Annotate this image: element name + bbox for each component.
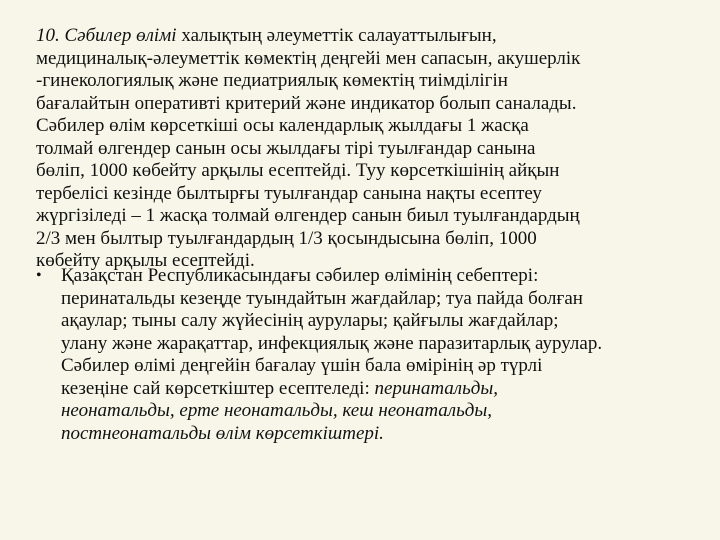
line-text: халықтың әлеуметтік салауаттылығын, [176,25,497,46]
text-line: бағалайтын оперативті критерий және индикатор болып саналады. [36,92,577,114]
text-line: ақаулар; тыны салу жүйесінің аурулары; қайғылы жағдайлар; [61,310,559,331]
text-line: көбейту арқылы есептейді. [36,250,255,271]
line-text: кезеңіне сай көрсеткіштер есептеледі: [61,377,375,399]
text-line: -гинекологиялық және педиатриялық көмектің тиімділігін [36,70,508,91]
text-line: бөліп, 1000 көбейту арқылы есептейді. Туу көрсеткішінің айқын [36,160,560,181]
bullet-icon: • [36,267,42,284]
text-line: Қазақстан Республикасындағы сәбилер өлімінің себептері: [61,265,539,286]
paragraph-infant-mortality-definition [36,25,706,273]
text-line: Сәбилер өлімі деңгейін бағалау үшін бала өмірінің әр түрлі [61,355,543,376]
text-line: тербелісі кезінде былтырғы туылғандар санына нақты есептеу [36,182,542,204]
italic-term: перинатальды, [374,377,498,399]
text-line: медициналық-әлеуметтік көмектің деңгейі мен сапасын, акушерлік [36,47,581,69]
italic-heading: 10. Сәбилер өлімі [36,25,177,46]
text-line [36,25,706,48]
italic-line: постнеонатальды өлім көрсеткіштері. [61,422,384,444]
text-line: 2/3 мен былтыр туылғандардың 1/3 қосындысына бөліп, 1000 [36,227,537,249]
text-line: Сәбилер өлім көрсеткіші осы календарлық жылдағы 1 жасқа [36,115,529,136]
italic-line: неонатальды, ерте неонатальды, кеш неонатальды, [61,400,492,421]
paragraph-body [36,265,706,445]
text-line: жүргізіледі – 1 жасқа толмай өлгендер санын биыл туылғандардың [36,205,580,226]
text-line: толмай өлгендер санын осы жылдағы тірі туылғандар санына [36,137,536,159]
bullet-paragraph-causes [36,265,706,445]
text-line: улану және жарақаттар, инфекциялық және паразитарлық аурулар. [61,332,603,354]
paragraph-body [36,25,706,273]
text-line [61,378,706,401]
text-line: перинатальды кезеңде туындайтын жағдайлар; туа пайда болған [61,287,583,309]
